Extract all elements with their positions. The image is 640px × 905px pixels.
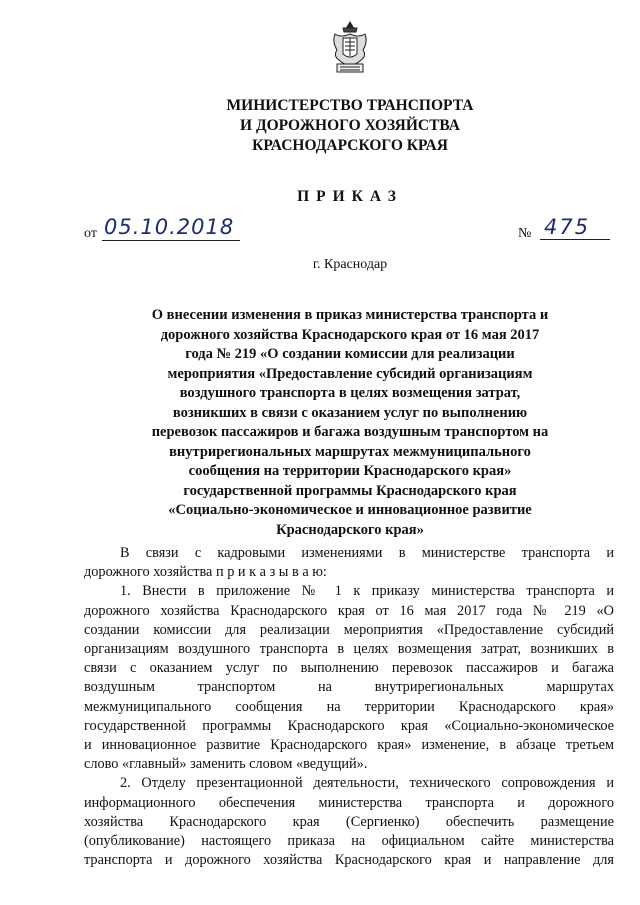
number-sign: № <box>518 226 532 241</box>
document-body <box>84 544 614 870</box>
handwritten-date: 05.10.2018 <box>102 214 240 241</box>
body-line: государственной программы Краснодарского края «Социально-экономическое <box>84 717 614 734</box>
body-line: и инновационное развитие Краснодарского края» изменение, в абзаце третьем <box>84 737 614 754</box>
body-line: хозяйства Краснодарского края (Сергиенко) обеспечить размещение <box>84 813 614 830</box>
body-line: транспорта и дорожного хозяйства Краснодарского края и направление для <box>84 852 614 869</box>
title-line: внутрирегиональных маршрутах межмуниципального <box>169 443 531 460</box>
title-line: государственной программы Краснодарского края <box>183 482 517 499</box>
body-line: связи с оказанием услуг по выполнению перевозок пассажиров и багажа <box>84 660 614 677</box>
body-line: дорожного хозяйства Краснодарского края от 16 мая 2017 года № 219 «О <box>84 602 614 619</box>
body-line: дорожного хозяйства п р и к а з ы в а ю: <box>84 564 327 581</box>
city: г. Краснодар <box>312 257 388 272</box>
ministry-line: КРАСНОДАРСКОГО КРАЯ <box>252 137 448 154</box>
title-line: дорожного хозяйства Краснодарского края от 16 мая 2017 <box>160 326 540 343</box>
title-line: возникших в связи с оказанием услуг по выполнению <box>172 404 528 421</box>
title-line: перевозок пассажиров и багажа воздушным транспортом на <box>151 424 549 440</box>
body-line: В связи с кадровыми изменениями в министерстве транспорта и <box>120 545 614 561</box>
handwritten-number: 475 <box>540 214 610 240</box>
title-line: О внесении изменения в приказ министерства транспорта и <box>151 307 549 323</box>
body-line: информационного обеспечения министерства транспорта и дорожного <box>84 794 614 811</box>
title-line: сообщения на территории Краснодарского края» <box>188 463 512 479</box>
ministry-line: И ДОРОЖНОГО ХОЗЯЙСТВА <box>240 117 460 134</box>
ministry-line: МИНИСТЕРСТВО ТРАНСПОРТА <box>226 97 474 114</box>
body-line: межмуниципального сообщения на территории Краснодарского края» <box>84 698 614 715</box>
date-number-row <box>84 214 614 246</box>
body-line: организациям воздушного транспорта в целях возмещения затрат, возникших в <box>84 641 614 658</box>
body-line: 1. Внести в приложение № 1 к приказу министерства транспорта и <box>120 583 614 600</box>
date-prefix: от <box>84 226 97 241</box>
title-line: года № 219 «О создании комиссии для реализации <box>185 346 515 362</box>
document-title <box>110 306 590 540</box>
body-line: воздушным транспортом на внутрирегиональных маршрутах <box>84 679 614 696</box>
ministry-name <box>0 96 640 156</box>
title-line: мероприятия «Предоставление субсидий организациям <box>167 365 533 382</box>
coat-of-arms-emblem <box>329 20 371 78</box>
body-line: слово «главный» заменить словом «ведущий». <box>84 756 368 773</box>
title-line: воздушного транспорта в целях возмещения затрат, <box>179 385 521 401</box>
body-line: создании комиссии для реализации мероприятия «Предоставление субсидий <box>84 621 614 638</box>
body-line: 2. Отделу презентационной деятельности, технического сопровождения и <box>120 775 614 792</box>
title-line: Краснодарского края» <box>276 521 424 538</box>
body-line: (опубликование) настоящего приказа на официальном сайте министерства <box>84 833 614 850</box>
title-line: «Социально-экономическое и инновационное развитие <box>168 502 532 518</box>
document-type: ПРИКАЗ <box>297 188 403 205</box>
